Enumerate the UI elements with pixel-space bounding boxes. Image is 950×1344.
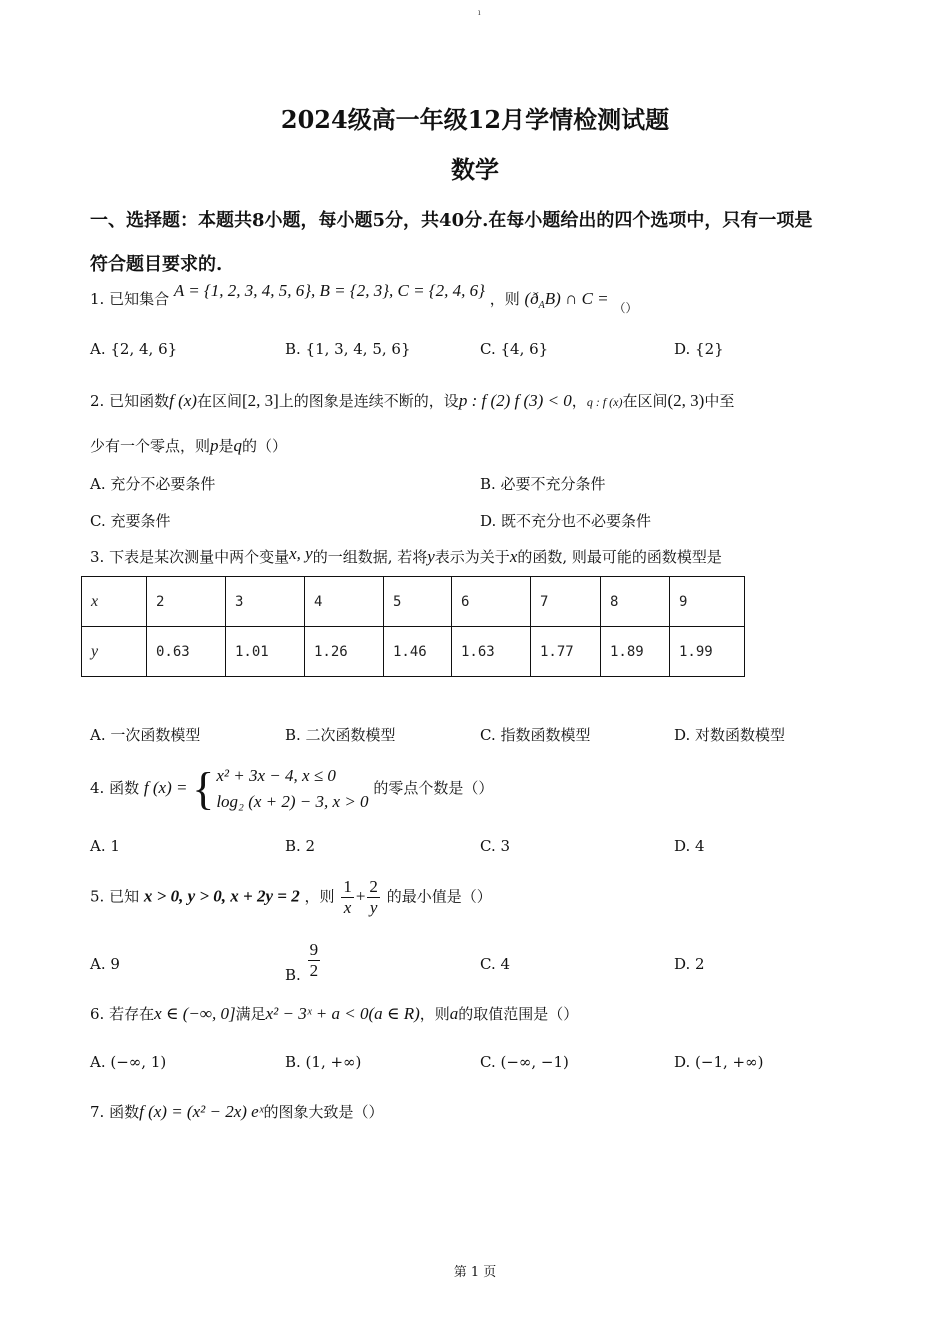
function-name: f (x) = (143, 778, 188, 797)
intersection-expr: B) ∩ C = (544, 289, 609, 308)
function-expression: f (x) = (x² − 2x) eˣ (139, 1102, 264, 1121)
question-text: 已知集合 (109, 290, 170, 308)
page-number: 第 1 页 (453, 1265, 497, 1280)
q1-option-c[interactable]: C. {4, 6} (480, 340, 549, 358)
q6-option-c[interactable]: C. (−∞, −1) (480, 1053, 569, 1071)
question-2-line2: 少有一个零点，则p是q的（） (90, 436, 288, 455)
table-cell: 7 (531, 577, 601, 627)
table-cell: 8 (601, 577, 670, 627)
q1-option-a[interactable]: A. {2, 4, 6} (90, 340, 178, 358)
q4-option-d[interactable]: D. 4 (674, 837, 705, 855)
q6-option-a[interactable]: A. (−∞, 1) (90, 1053, 167, 1071)
q5-option-c[interactable]: C. 4 (480, 955, 511, 973)
table-cell: y (82, 627, 147, 677)
q1-option-d[interactable]: D. {2} (674, 340, 724, 358)
q2-option-c[interactable]: C. 充要条件 (90, 512, 171, 530)
table-cell: 1.89 (601, 627, 670, 677)
table-cell: 1.77 (531, 627, 601, 677)
table-cell: 1.99 (670, 627, 745, 677)
table-cell: 0.63 (147, 627, 226, 677)
exam-title: 2024级高一年级12月学情检测试题 (280, 105, 670, 134)
q6-option-b[interactable]: B. (1, +∞) (285, 1053, 362, 1071)
section-heading-line2: 符合题目要求的. (90, 254, 223, 275)
complement-expr: (ð (524, 289, 539, 308)
table-cell: 1.63 (452, 627, 531, 677)
table-cell: 4 (305, 577, 384, 627)
question-5: 5. 已知 x > 0, y > 0, x + 2y = 2 ，则 $\frac{1}{x}$ + $\frac{2}{y}$ 的最小值是（） (90, 877, 492, 917)
piecewise-case-1: x² + 3x − 4, x ≤ 0 (216, 766, 336, 785)
piecewise-case-2: log₂ (x + 2) − 3, x > 0 (216, 792, 369, 811)
q4-option-c[interactable]: C. 3 (480, 837, 511, 855)
top-mark: ı (478, 8, 481, 17)
table-cell: 3 (226, 577, 305, 627)
table-cell: 1.26 (305, 627, 384, 677)
q4-option-b[interactable]: B. 2 (285, 837, 316, 855)
condition: x > 0, y > 0, x + 2y = 2 (143, 886, 300, 906)
question-text: ，则 (489, 290, 520, 308)
question-1 (90, 281, 638, 315)
fraction-2-over-y: $\frac{2}{y}$ (369, 877, 378, 917)
fraction-9-over-2: $\frac{9}{2}$ (309, 940, 319, 980)
section-heading-line1: 一、选择题：本题共8小题，每小题5分，共40分.在每小题给出的四个选项中，只有一项是 (90, 210, 813, 231)
table-row (82, 627, 745, 677)
question-6: 6. 若存在x ∈ (−∞, 0]满足x² − 3ˣ + a < 0(a ∈ R)，则a的取值范围是（） (90, 1004, 579, 1023)
question-number: 4. (90, 779, 105, 797)
q3-option-a[interactable]: A. 一次函数模型 (90, 726, 201, 744)
set-definitions: A = {1, 2, 3, 4, 5, 6}, B = {2, 3}, C = {2, 4, 6} (173, 281, 485, 300)
q2-option-d[interactable]: D. 既不充分也不必要条件 (480, 512, 652, 530)
table-cell: 5 (384, 577, 452, 627)
question-number: 1. (90, 290, 105, 308)
table-row (82, 577, 745, 627)
table-cell: 6 (452, 577, 531, 627)
q2-option-b[interactable]: B. 必要不充分条件 (480, 475, 606, 493)
question-number: 7. (90, 1103, 105, 1121)
data-table (81, 576, 745, 677)
q3-option-b[interactable]: B. 二次函数模型 (285, 726, 396, 744)
q2-option-a[interactable]: A. 充分不必要条件 (90, 475, 216, 493)
question-2: 2. 已知函数f (x)在区间[2, 3]上的图象是连续不断的，设p : f (2) f (3) < 0，q : f (x)在区间(2, 3)中至 (90, 391, 735, 410)
question-7: 7. 函数f (x) = (x² − 2x) eˣ的图象大致是（） (90, 1102, 384, 1121)
question-number: 6. (90, 1005, 105, 1023)
q6-option-d[interactable]: D. (−1, +∞) (674, 1053, 764, 1071)
table-cell: x (82, 577, 147, 627)
q1-option-b[interactable]: B. {1, 3, 4, 5, 6} (285, 340, 411, 358)
table-cell: 2 (147, 577, 226, 627)
fraction-1-over-x: $\frac{1}{x}$ (343, 877, 352, 917)
table-cell: 9 (670, 577, 745, 627)
table-cell: 1.46 (384, 627, 452, 677)
answer-paren: （） (613, 301, 638, 315)
q5-option-b[interactable]: B. $\frac{9}{2}$ (285, 940, 319, 984)
piecewise-brace-icon: { (192, 763, 215, 814)
subject-title: 数学 (451, 155, 499, 184)
question-number: 5. (90, 887, 105, 906)
q4-option-a[interactable]: A. 1 (90, 837, 120, 855)
question-3: 3. 下表是某次测量中两个变量x, y的一组数据, 若将y表示为关于x的函数, 则最可能的函数模型是 (90, 544, 722, 566)
question-number: 2. (90, 392, 105, 410)
question-number: 3. (90, 548, 105, 566)
q5-option-a[interactable]: A. 9 (90, 955, 120, 973)
q3-option-d[interactable]: D. 对数函数模型 (674, 726, 786, 744)
q5-option-d[interactable]: D. 2 (674, 955, 705, 973)
table-cell: 1.01 (226, 627, 305, 677)
complement-subscript: A (538, 300, 545, 311)
q3-option-c[interactable]: C. 指数函数模型 (480, 726, 591, 744)
question-4: 4. 函数 f (x) = { x² + 3x − 4, x ≤ 0 log₂ (x + 2) − 3, x > 0 的零点个数是（） (90, 763, 494, 814)
